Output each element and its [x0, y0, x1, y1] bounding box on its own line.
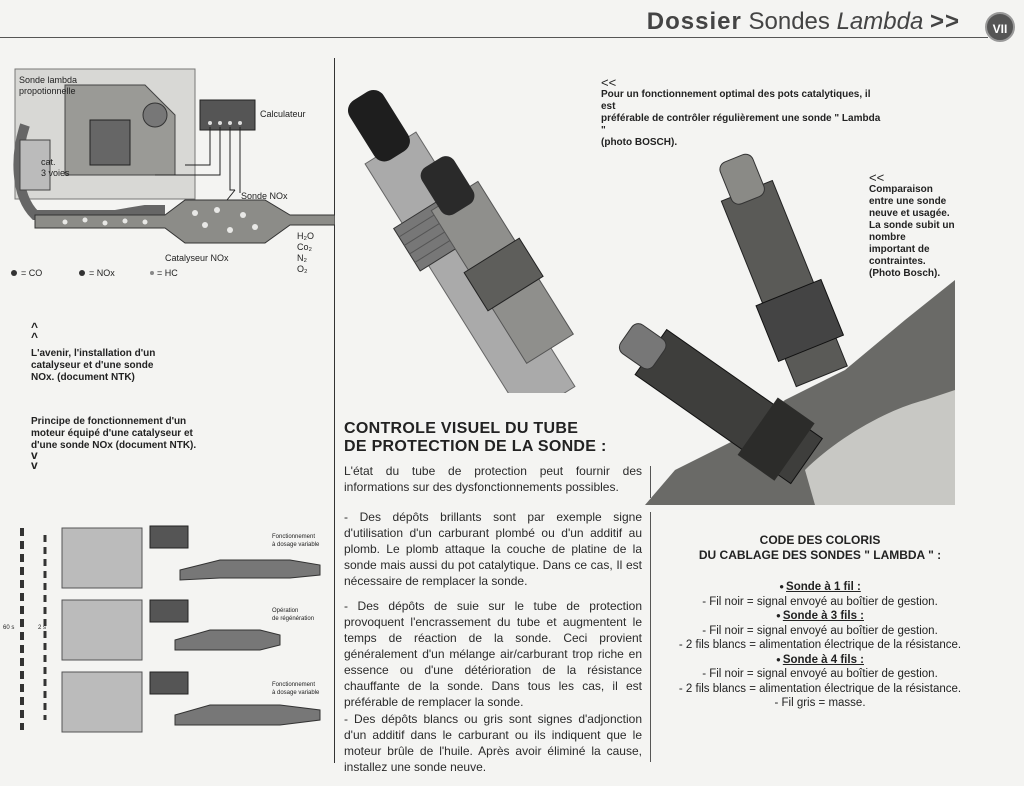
subhead-3-wires: ● Sonde à 3 fils : — [776, 610, 864, 622]
header-word-dossier: Dossier — [646, 8, 742, 35]
lambda-sensor-photo-bosch — [345, 58, 595, 393]
photo2-caption-line1: Comparaison — [869, 184, 933, 195]
photo2-caption-line5: nombre — [869, 232, 906, 243]
wire1-line1: - Fil noir = signal envoyé au boîtier de gestion. — [702, 595, 938, 608]
photo1-caption-arrows: << — [601, 75, 617, 90]
stage3-engine — [62, 672, 320, 732]
caption2-line1: Principe de fonctionnement d'un — [31, 416, 187, 427]
photo1-caption-line1: Pour un fonctionnement optimal des pots catalytiques, il est — [601, 89, 871, 112]
label-60s: 60 s — [3, 625, 15, 631]
label-proportionnelle: propotionnelle — [19, 86, 76, 96]
legend-nox: = NOx — [89, 268, 115, 278]
photo2-caption — [869, 172, 959, 280]
label-calculateur: Calculateur — [260, 109, 306, 119]
caption1-line3: NOx. (document NTK) — [31, 372, 135, 383]
section-title — [344, 420, 644, 456]
subhead-4-wires: ● Sonde à 4 fils : — [776, 654, 864, 666]
photo2-caption-line2: entre une sonde — [869, 196, 947, 207]
label-catalyseur-nox: Catalyseur NOx — [165, 253, 229, 263]
caption1-arrows — [31, 322, 38, 342]
caption-nox-principle — [31, 416, 231, 452]
formula-o2: O₂ — [297, 264, 308, 274]
wire4-line1: - Fil noir = signal envoyé au boîtier de gestion. — [702, 668, 938, 680]
photo2-caption-line8: (Photo Bosch). — [869, 268, 941, 279]
color-code-list — [650, 580, 990, 711]
header-word-lambda: Lambda — [836, 8, 924, 35]
header-arrows: >> — [929, 8, 960, 35]
photo2-caption-arrows: << — [869, 170, 885, 185]
wire4-line2: - 2 fils blancs = alimentation électrique de la résistance. — [678, 682, 962, 695]
intro-side-rule — [650, 466, 651, 498]
section-title-line2: DE PROTECTION DE LA SONDE : — [344, 438, 607, 455]
caption1-line2: catalyseur et d'une sonde — [31, 360, 154, 371]
label-sonde-nox: Sonde NOx — [241, 191, 288, 201]
photo1-caption — [601, 77, 881, 149]
photo2-caption-line7: contraintes. — [869, 256, 926, 267]
legend-hc: = HC — [157, 268, 178, 278]
paragraph-white-deposits: - Des dépôts blancs ou gris sont signes d'adjonction d'un additif dans le carburant ou ils indiquent que le moteur brûle de l'huile. Après avoir éliminé la cause, installez une sonde neuve. — [344, 712, 642, 774]
caption1-arrow-up-2: ^ — [31, 330, 39, 344]
stage1-label-a: Fonctionnement — [272, 534, 316, 540]
photo2-caption-line3: neuve et usagée. — [869, 208, 950, 219]
stage2-engine — [62, 600, 280, 660]
regeneration-diagram — [0, 520, 330, 740]
photo2-caption-line6: important de — [869, 244, 930, 255]
caption1-line1: L'avenir, l'installation d'un — [31, 348, 156, 359]
caption-nox-future — [31, 348, 211, 384]
stage3-label-b: à dosage variable — [272, 690, 320, 696]
caption2-arrow-down-1: v — [31, 448, 38, 462]
page-header — [520, 8, 960, 36]
photo2-caption-line4: La sonde subit un — [869, 220, 955, 231]
formula-n2: N₂ — [297, 253, 307, 263]
label-sonde-lambda: Sonde lambda — [19, 75, 78, 85]
paragraph-lead-deposits: - Des dépôts brillants sont par exemple signe d'utilisation d'un carburant plombé ou d'un additif au plomb. Le plomb attaque la couche de platine de la sonde mais aussi du pot catalytique. Dans ce cas, Il est nécessaire de remplacer la sonde. — [344, 510, 642, 588]
caption2-arrow-down-2: v — [31, 458, 38, 472]
color-code-title-line2: DU CABLAGE DES SONDES " LAMBDA " : — [698, 548, 942, 562]
stage2-label-a: Opération — [272, 608, 299, 614]
regeneration-illustration — [0, 520, 330, 740]
page-number-badge: VII — [985, 12, 1015, 42]
wire4-line3: - Fil gris = masse. — [774, 697, 866, 709]
caption2-line2: moteur équipé d'une catalyseur et — [31, 428, 193, 439]
color-code-title — [650, 533, 990, 563]
nox-system-diagram — [5, 65, 335, 290]
wire3-line1: - Fil noir = signal envoyé au boîtier de gestion. — [702, 624, 938, 637]
wire3-line2: - 2 fils blancs = alimentation électrique de la résistance. — [678, 639, 962, 651]
paragraph-intro: L'état du tube de protection peut fournir des informations sur des dysfonctionnements possibles. — [344, 464, 642, 494]
paragraph-soot-deposits: - Des dépôts de suie sur le tube de protection provoquent l'encrassement du tube et augmentent le temps de réaction de la sonde. Ceci provient généralement d'un mélange air/carburant trop riche en essence ou d'une détérioration de la résistance chauffante de la sonde. Dans tous les cas, il est préférable de remplacer la sonde. — [344, 599, 642, 709]
legend-co: = CO — [21, 268, 43, 278]
stage2-label-b: de régénération — [272, 616, 315, 622]
label-3-voies: 3 voies — [41, 168, 70, 178]
stage3-label-a: Fonctionnement — [272, 682, 316, 688]
caption1-arrow-up-1: ^ — [31, 320, 39, 334]
header-word-sondes: Sondes — [748, 8, 830, 35]
section-title-line1: CONTROLE VISUEL DU TUBE — [344, 420, 579, 437]
stage1-label-b: à dosage variable — [272, 542, 320, 548]
caption2-line3: d'une sonde NOx (document NTK). — [31, 440, 197, 451]
label-2s: 2 s — [38, 625, 47, 631]
caption2-arrows — [31, 450, 38, 470]
photo1-caption-line2: préférable de contrôler régulièrement une sonde " Lambda " — [601, 113, 881, 136]
label-cat: cat. — [41, 157, 56, 167]
formula-co2: Co₂ — [297, 242, 312, 252]
formula-h2o: H₂O — [297, 231, 314, 241]
header-rule — [0, 37, 988, 38]
subhead-1-wire: ● Sonde à 1 fil : — [779, 581, 861, 593]
color-code-title-line1: CODE DES COLORIS — [759, 533, 881, 547]
photo1-caption-line3: (photo BOSCH). — [601, 137, 678, 148]
